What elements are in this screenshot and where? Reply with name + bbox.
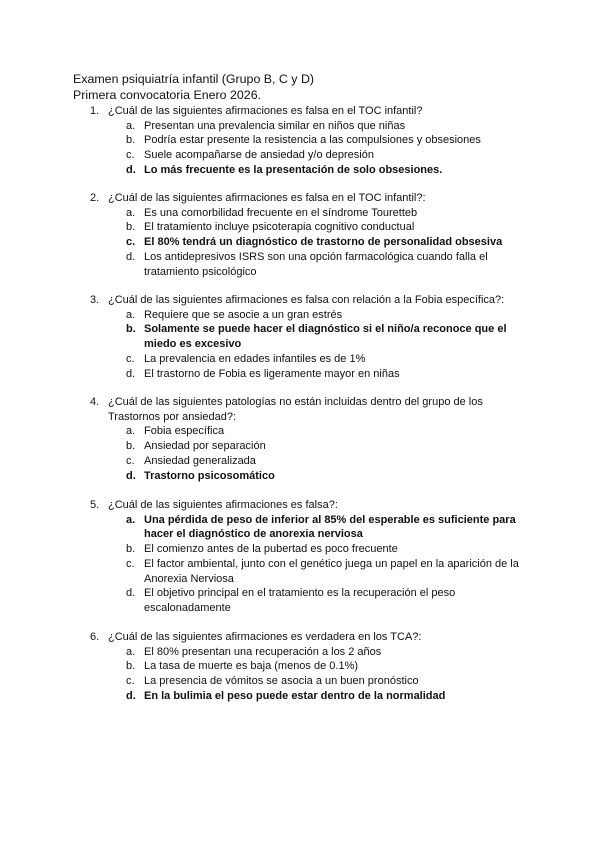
answer-option <box>90 454 530 469</box>
question-number: 5. <box>90 499 100 511</box>
option-text: Lo más frecuente es la presentación de solo obsesiones. <box>144 163 443 176</box>
question-text: ¿Cuál de las siguientes afirmaciones es falsa en el TOC infantil?: <box>108 192 426 204</box>
answer-option-correct <box>90 235 530 250</box>
option-letter: d. <box>126 367 136 380</box>
option-text: Fobia específica <box>144 425 225 438</box>
answer-option <box>90 586 530 615</box>
option-text: Trastorno psicosomático <box>144 469 275 482</box>
option-letter: b. <box>126 221 136 234</box>
exam-subtitle: Primera convocatoria Enero 2026. <box>73 88 262 102</box>
option-letter: a. <box>126 308 136 321</box>
answer-option-correct <box>90 689 530 704</box>
option-letter: b. <box>126 134 136 147</box>
option-text: El comienzo antes de la pubertad es poco frecuente <box>144 543 398 556</box>
option-list <box>90 206 530 280</box>
answer-option <box>90 424 530 439</box>
option-text: Ansiedad por separación <box>144 440 266 453</box>
option-letter: a. <box>126 206 136 219</box>
option-text: La prevalencia en edades infantiles es de 1% <box>144 352 366 365</box>
option-text: El tratamiento incluye psicoterapia cognitivo conductual <box>144 221 415 234</box>
answer-option <box>90 645 530 660</box>
answer-option <box>90 250 530 279</box>
option-text: La tasa de muerte es baja (menos de 0.1%) <box>144 660 359 673</box>
option-text: Ansiedad generalizada <box>144 454 256 467</box>
question-1 <box>90 104 530 178</box>
option-letter: a. <box>126 119 136 132</box>
option-letter: d. <box>126 250 136 263</box>
answer-option-correct <box>90 469 530 484</box>
option-letter: a. <box>126 645 136 658</box>
option-list <box>90 119 530 178</box>
option-text: El factor ambiental, junto con el genético juega un papel en la aparición de la Anorexia Nerviosa <box>144 557 519 585</box>
option-list <box>90 645 530 704</box>
question-text: ¿Cuál de las siguientes afirmaciones es verdadera en los TCA?: <box>108 631 422 643</box>
answer-option <box>90 133 530 148</box>
option-letter: d. <box>126 689 136 702</box>
option-text: Podría estar presente la resistencia a las compulsiones y obsesiones <box>144 134 481 147</box>
option-text: Los antidepresivos ISRS son una opción farmacológica cuando falla el tratamiento psicológico <box>144 250 488 278</box>
option-list <box>90 308 530 382</box>
option-letter: c. <box>126 557 135 570</box>
question-text: ¿Cuál de las siguientes patologías no están incluidas dentro del grupo de los Trastornos por ansiedad?: <box>108 396 483 423</box>
option-text: El trastorno de Fobia es ligeramente mayor en niñas <box>144 367 400 380</box>
question-6 <box>90 630 530 704</box>
option-text: Una pérdida de peso de inferior al 85% del esperable es suficiente para hacer el diagnóstico de anorexia nerviosa <box>144 513 516 541</box>
question-5 <box>90 498 530 616</box>
question-stem <box>90 104 530 119</box>
answer-option <box>90 119 530 134</box>
option-letter: c. <box>126 236 136 249</box>
question-stem <box>90 293 530 308</box>
answer-option <box>90 542 530 557</box>
option-letter: c. <box>126 454 135 467</box>
question-number: 4. <box>90 396 100 408</box>
exam-title: Examen psiquiatría infantil (Grupo B, C y D) <box>73 72 315 86</box>
answer-option <box>90 367 530 382</box>
option-letter: b. <box>126 543 136 556</box>
option-text: Es una comorbilidad frecuente en el síndrome Touretteb <box>144 206 418 219</box>
option-text: El 80% tendrá un diagnóstico de trastorno de personalidad obsesiva <box>144 236 503 249</box>
option-text: Solamente se puede hacer el diagnóstico si el niño/a reconoce que el miedo es excesivo <box>144 323 507 351</box>
option-letter: d. <box>126 163 136 176</box>
option-text: La presencia de vómitos se asocia a un buen pronóstico <box>144 675 419 688</box>
question-stem <box>90 498 530 513</box>
question-3 <box>90 293 530 381</box>
option-list <box>90 424 530 483</box>
answer-option-correct <box>90 322 530 351</box>
option-letter: d. <box>126 587 136 600</box>
question-text: ¿Cuál de las siguientes afirmaciones es falsa con relación a la Fobia específica?: <box>108 294 505 306</box>
question-text: ¿Cuál de las siguientes afirmaciones es falsa?: <box>108 499 338 511</box>
option-letter: b. <box>126 323 136 336</box>
option-text: El 80% presentan una recuperación a los 2 años <box>144 645 382 658</box>
option-letter: a. <box>126 513 136 526</box>
option-letter: c. <box>126 149 135 162</box>
option-text: Requiere que se asocie a un gran estrés <box>144 308 343 321</box>
option-letter: d. <box>126 469 136 482</box>
option-text: En la bulimia el peso puede estar dentro de la normalidad <box>144 689 446 702</box>
option-list <box>90 513 530 616</box>
option-text: Presentan una prevalencia similar en niños que niñas <box>144 119 406 132</box>
option-letter: a. <box>126 425 136 438</box>
question-stem <box>90 395 530 424</box>
answer-option <box>90 220 530 235</box>
option-letter: c. <box>126 352 135 365</box>
answer-option <box>90 557 530 586</box>
question-stem <box>90 630 530 645</box>
question-number: 1. <box>90 105 100 117</box>
question-stem <box>90 191 530 206</box>
option-text: Suele acompañarse de ansiedad y/o depresión <box>144 149 374 162</box>
answer-option-correct <box>90 163 530 178</box>
option-text: El objetivo principal en el tratamiento es la recuperación el peso escalonadamente <box>144 587 456 614</box>
answer-option <box>90 352 530 367</box>
question-number: 6. <box>90 631 100 643</box>
option-letter: b. <box>126 660 136 673</box>
question-2 <box>90 191 530 279</box>
question-4 <box>90 395 530 483</box>
answer-option <box>90 439 530 454</box>
answer-option <box>90 206 530 221</box>
answer-option <box>90 148 530 163</box>
answer-option-correct <box>90 513 530 542</box>
question-number: 3. <box>90 294 100 306</box>
question-number: 2. <box>90 192 100 204</box>
question-text: ¿Cuál de las siguientes afirmaciones es falsa en el TOC infantil? <box>108 105 423 117</box>
answer-option <box>90 659 530 674</box>
option-letter: c. <box>126 675 135 688</box>
answer-option <box>90 308 530 323</box>
answer-option <box>90 674 530 689</box>
exam-header <box>73 71 314 103</box>
option-letter: b. <box>126 440 136 453</box>
